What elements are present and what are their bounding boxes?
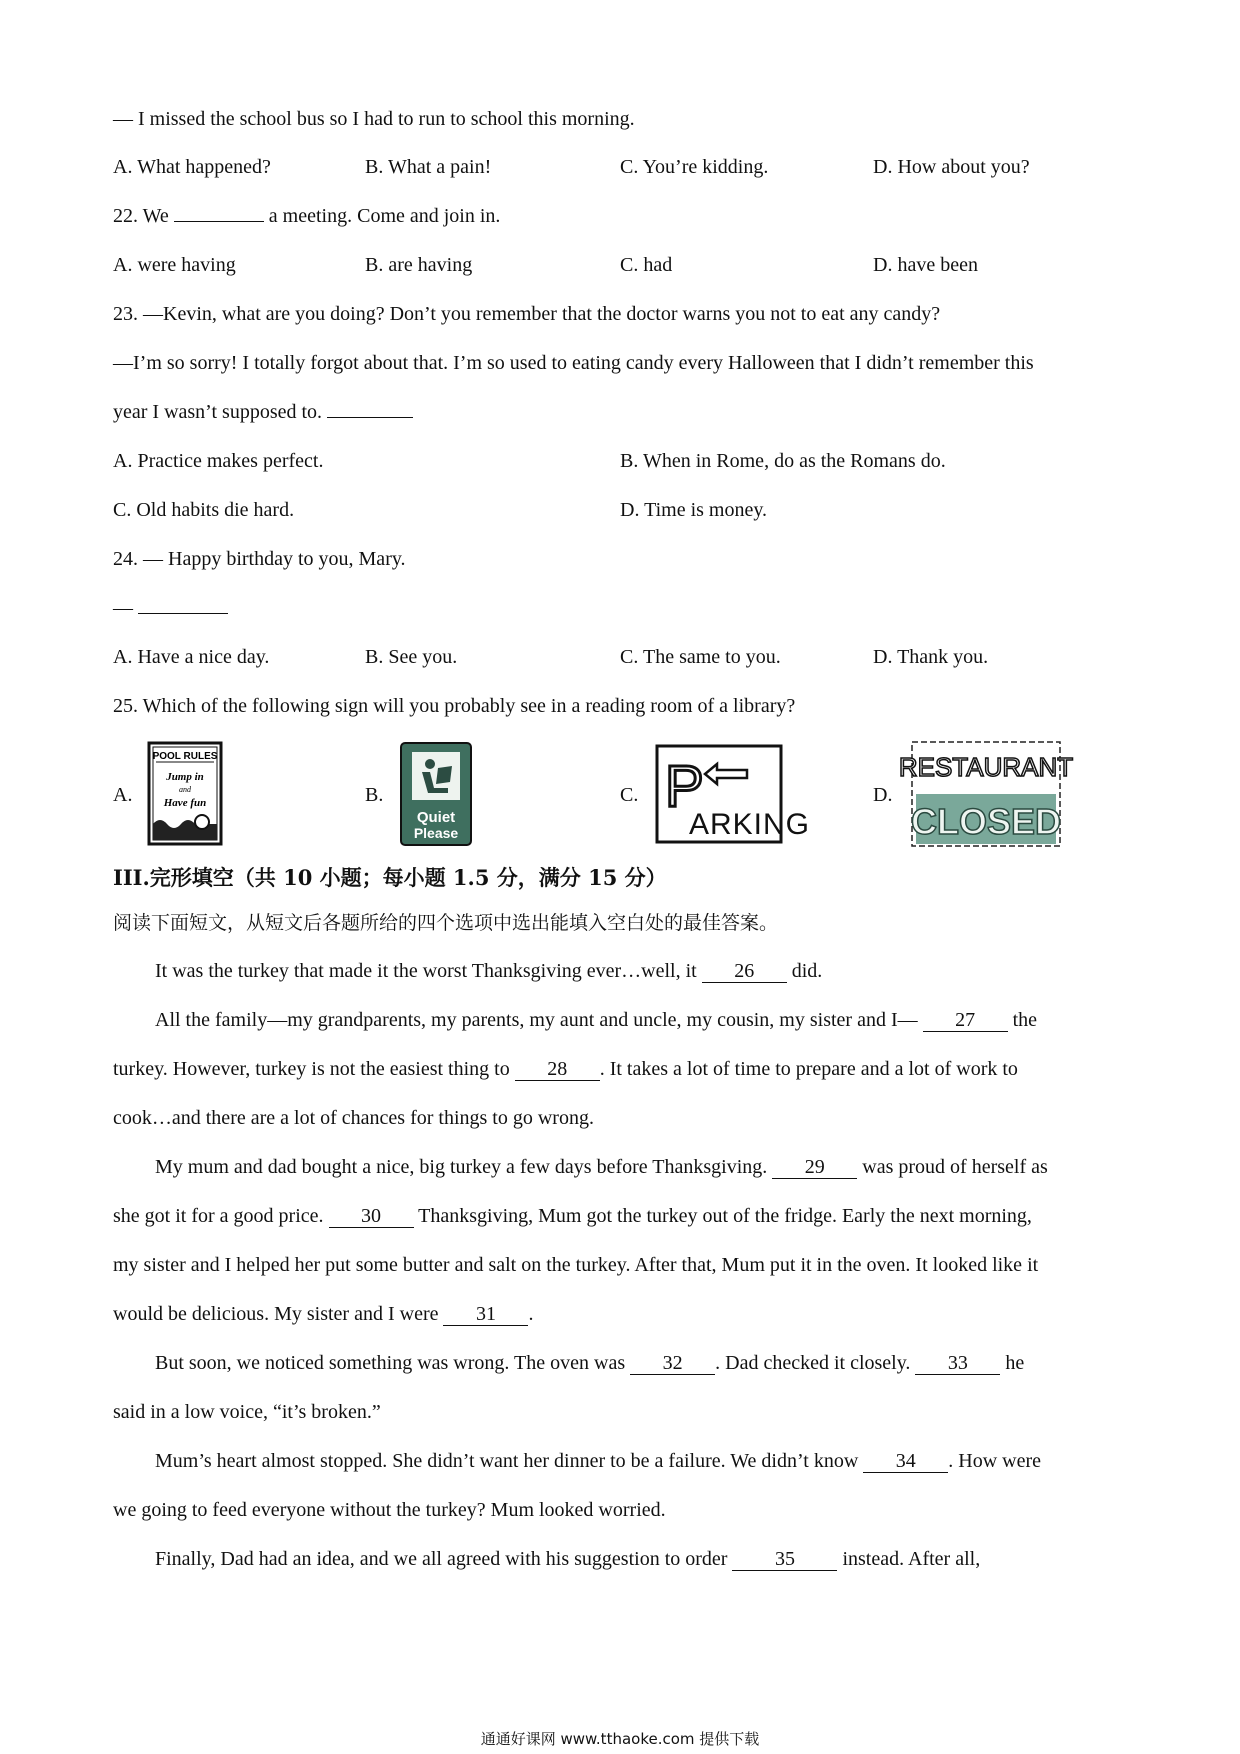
sign-a-line-1: Jump in xyxy=(166,771,204,783)
q24-option-d: D. Thank you. xyxy=(873,646,989,668)
q24-option-b: B. See you. xyxy=(365,646,458,668)
q24-line-2-text: — xyxy=(113,597,138,619)
passage-line xyxy=(155,1448,1041,1474)
blank-28: 28 xyxy=(515,1058,600,1081)
q22-blank xyxy=(174,221,264,222)
passage-text: Mum’s heart almost stopped. She didn’t want her dinner to be a failure. We didn’t know xyxy=(155,1450,864,1472)
q25-stem: 25. Which of the following sign will you probably see in a reading room of a library? xyxy=(113,695,796,717)
q22-stem-before: 22. We xyxy=(113,205,174,227)
q24-line-2 xyxy=(113,595,228,621)
q24-option-a: A. Have a nice day. xyxy=(113,646,270,668)
passage-text: turkey. However, turkey is not the easiest thing to xyxy=(113,1058,515,1080)
q24-option-c: C. The same to you. xyxy=(620,646,781,668)
q21-option-d: D. How about you? xyxy=(873,156,1030,178)
blank-31: 31 xyxy=(443,1303,528,1326)
q21-option-a: A. What happened? xyxy=(113,156,271,178)
section-instruction: 阅读下面短文，从短文后各题所给的四个选项中选出能填入空白处的最佳答案。 xyxy=(113,912,779,934)
passage-text: would be delicious. My sister and I were xyxy=(113,1303,444,1325)
q22-option-d: D. have been xyxy=(873,254,978,276)
passage-text: But soon, we noticed something was wrong. The oven was xyxy=(155,1352,631,1374)
passage-line: we going to feed everyone without the turkey? Mum looked worried. xyxy=(113,1499,666,1521)
q23-option-b: B. When in Rome, do as the Romans do. xyxy=(620,450,946,472)
sign-a-pool-rules xyxy=(148,742,222,845)
blank-35: 35 xyxy=(732,1548,837,1571)
blank-32: 32 xyxy=(630,1352,715,1375)
sign-c-letter: P xyxy=(665,754,704,819)
q21-option-b: B. What a pain! xyxy=(365,156,492,178)
sign-b-line-2: Please xyxy=(413,825,459,841)
blank-33: 33 xyxy=(915,1352,1000,1375)
passage-text: . Dad checked it closely. xyxy=(715,1352,916,1374)
passage-text: . It takes a lot of time to prepare and a lot of work to xyxy=(599,1058,1018,1080)
q21-dialogue-line: — I missed the school bus so I had to run to school this morning. xyxy=(113,108,635,130)
sign-c-parking xyxy=(655,744,811,844)
sign-a-title: POOL RULES xyxy=(152,751,218,762)
q25-label-d: D. xyxy=(873,784,893,806)
q25-label-c: C. xyxy=(620,784,639,806)
q23-line-3-text: year I wasn’t supposed to. xyxy=(113,401,328,423)
q21-option-c: C. You’re kidding. xyxy=(620,156,769,178)
q23-option-c: C. Old habits die hard. xyxy=(113,499,295,521)
passage-line: said in a low voice, “it’s broken.” xyxy=(113,1401,381,1423)
passage-text: was proud of herself as xyxy=(857,1156,1048,1178)
sign-b-quiet-please xyxy=(400,742,472,846)
passage-line xyxy=(113,1203,1032,1229)
passage-text: All the family—my grandparents, my parents, my aunt and uncle, my cousin, my sister and I— xyxy=(155,1009,923,1031)
sign-d-restaurant-closed xyxy=(898,740,1074,848)
sign-b-line-1: Quiet xyxy=(416,809,456,826)
passage-line xyxy=(155,1007,1037,1033)
blank-30: 30 xyxy=(329,1205,414,1228)
q23-line-2: —I’m so sorry! I totally forgot about that. I’m so used to eating candy every Halloween that I didn’t remember this xyxy=(113,352,1034,374)
page-footer: 通通好课网 www.tthaoke.com 提供下载 xyxy=(480,1730,760,1748)
passage-text: she got it for a good price. xyxy=(113,1205,329,1227)
passage-text: he xyxy=(1000,1352,1025,1374)
blank-29: 29 xyxy=(772,1156,857,1179)
passage-text: My mum and dad bought a nice, big turkey a few days before Thanksgiving. xyxy=(155,1156,773,1178)
q22-option-a: A. were having xyxy=(113,254,236,276)
q25-label-b: B. xyxy=(365,784,384,806)
passage-text: . xyxy=(528,1303,534,1325)
passage-line xyxy=(155,958,822,984)
passage-text: . How were xyxy=(948,1450,1042,1472)
passage-text: instead. After all, xyxy=(837,1548,981,1570)
q24-blank xyxy=(138,613,228,614)
reading-person-icon xyxy=(425,759,435,769)
passage-line xyxy=(155,1546,980,1572)
passage-line xyxy=(113,1301,533,1327)
passage-text: did. xyxy=(786,960,823,982)
sign-a-line-3: Have fun xyxy=(163,797,207,809)
q23-line-3 xyxy=(113,399,413,425)
q24-line-1: 24. — Happy birthday to you, Mary. xyxy=(113,548,406,570)
q23-option-a: A. Practice makes perfect. xyxy=(113,450,324,472)
passage-line: my sister and I helped her put some butter and salt on the turkey. After that, Mum put it in the oven. It looked like it xyxy=(113,1254,1039,1276)
sign-d-top: RESTAURANT xyxy=(898,752,1074,782)
blank-27: 27 xyxy=(923,1009,1008,1032)
passage-text: It was the turkey that made it the worst Thanksgiving ever…well, it xyxy=(155,960,702,982)
passage-line: cook…and there are a lot of chances for things to go wrong. xyxy=(113,1107,594,1129)
passage-text: the xyxy=(1007,1009,1038,1031)
passage-line xyxy=(155,1350,1024,1376)
sign-a-line-2: and xyxy=(179,785,191,794)
section-heading: III.完形填空（共 10 小题；每小题 1.5 分，满分 15 分） xyxy=(113,865,667,890)
q22-option-c: C. had xyxy=(620,254,673,276)
passage-line xyxy=(155,1154,1048,1180)
q22-option-b: B. are having xyxy=(365,254,473,276)
blank-34: 34 xyxy=(863,1450,948,1473)
q22-stem xyxy=(113,203,500,229)
sign-d-bottom: CLOSED xyxy=(910,801,1062,842)
q23-line-1: 23. —Kevin, what are you doing? Don’t you remember that the doctor warns you not to eat any candy? xyxy=(113,303,941,325)
passage-line xyxy=(113,1056,1018,1082)
blank-26: 26 xyxy=(702,960,787,983)
q22-stem-after: a meeting. Come and join in. xyxy=(263,205,501,227)
passage-text: Finally, Dad had an idea, and we all agreed with his suggestion to order xyxy=(155,1548,733,1570)
q23-option-d: D. Time is money. xyxy=(620,499,768,521)
sign-c-word: ARKING xyxy=(689,808,811,841)
q23-blank xyxy=(327,417,413,418)
passage-text: Thanksgiving, Mum got the turkey out of the fridge. Early the next morning, xyxy=(413,1205,1032,1227)
q25-label-a: A. xyxy=(113,784,133,806)
